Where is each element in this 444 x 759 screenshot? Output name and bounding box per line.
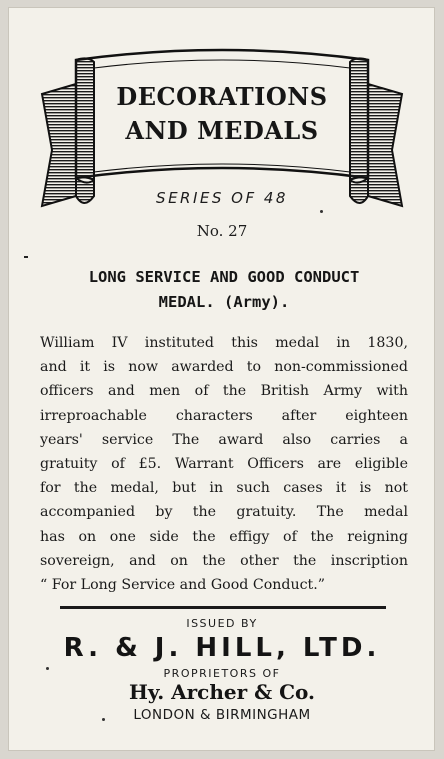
divider-dash: [24, 256, 28, 258]
footer-rule: [60, 606, 386, 609]
description-line: and it is now awarded to non-commissioned: [40, 359, 408, 376]
description-text: [40, 331, 408, 597]
description-line: gratuity of £5. Warrant Officers are eligible: [40, 456, 408, 473]
series-label: SERIES OF 48: [156, 189, 288, 207]
description-line: irreproachable characters after eighteen: [40, 407, 408, 424]
speck: [102, 718, 105, 721]
company-name: R. & J. HILL, LTD.: [63, 633, 381, 663]
description-line: “ For Long Service and Good Conduct.”: [40, 577, 326, 594]
proprietor-name: Hy. Archer & Co.: [128, 680, 316, 704]
issued-by-label: ISSUED BY: [186, 617, 258, 630]
heading-line-2: MEDAL. (Army).: [158, 293, 290, 311]
description-line: officers and men of the British Army with: [40, 383, 408, 400]
speck: [46, 667, 49, 670]
heading-line-1: LONG SERVICE AND GOOD CONDUCT: [88, 268, 360, 286]
description-line: accompanied by the gratuity. The medal: [40, 504, 408, 521]
description-line: William IV instituted this medal in 1830,: [40, 335, 408, 351]
banner-title-line-1: DECORATIONS: [116, 82, 328, 111]
banner-title-line-2: AND MEDALS: [125, 116, 319, 145]
speck: [320, 210, 323, 213]
description-line: for the medal, but in such cases it is not: [40, 480, 408, 497]
description-line: has on one side the effigy of the reigning: [40, 528, 408, 545]
card-number: No. 27: [196, 222, 248, 240]
proprietors-label: PROPRIETORS OF: [163, 667, 281, 680]
location-text: LONDON & BIRMINGHAM: [133, 707, 311, 723]
description-line: sovereign, and on the other the inscription: [40, 552, 408, 569]
description-line: years' service The award also carries a: [40, 431, 408, 448]
